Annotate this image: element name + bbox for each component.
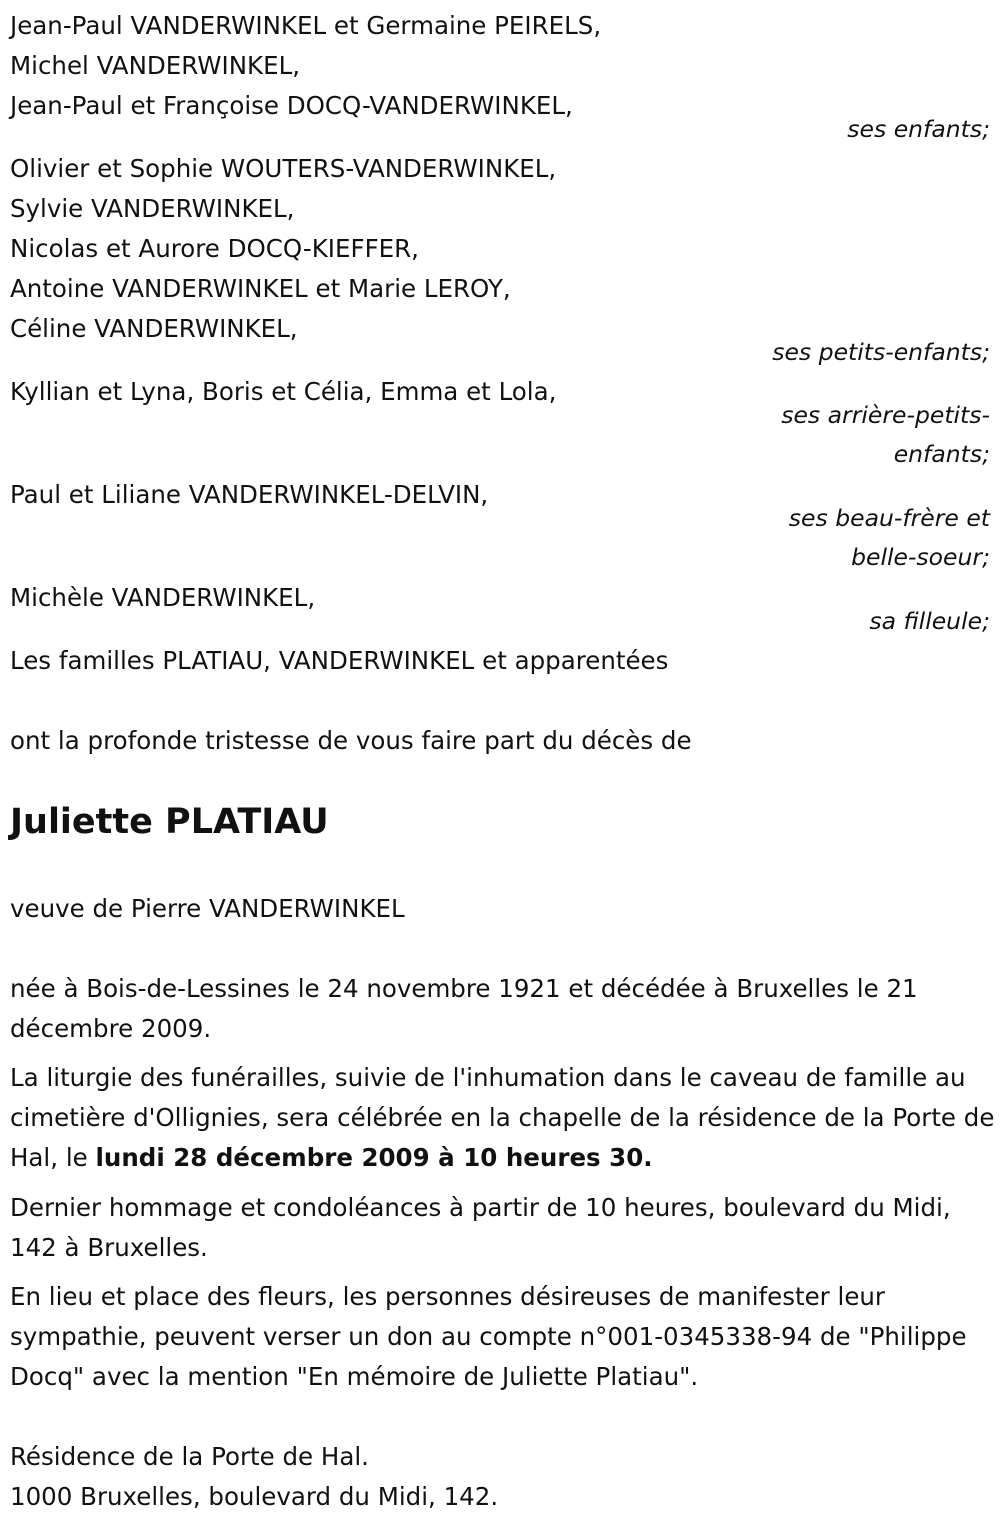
address-line-2: 1000 Bruxelles, boulevard du Midi, 142. xyxy=(10,1482,499,1511)
child-entry: Jean-Paul et Françoise DOCQ-VANDERWINKEL, xyxy=(10,91,573,120)
deceased-name: Juliette PLATIAU xyxy=(10,802,329,842)
great-grandchildren-role-line-1: ses arrière-petits- xyxy=(781,401,990,429)
children-role: ses enfants; xyxy=(847,115,990,143)
address-line-1: Résidence de la Porte de Hal. xyxy=(10,1442,369,1471)
flowers-paragraph: En lieu et place des fleurs, les personnes désireuses de manifester leur sympathie, peuvent verser un don au compte n°001-0345338-94 de "Philippe Docq" avec la mention "En mémoire de Juliette Platiau". xyxy=(10,1282,967,1391)
grandchildren-role: ses petits-enfants; xyxy=(772,338,990,366)
great-grandchildren-entry: Kyllian et Lyna, Boris et Célia, Emma et Lola, xyxy=(10,377,557,406)
birth-death-paragraph: née à Bois-de-Lessines le 24 novembre 1921 et décédée à Bruxelles le 21 décembre 2009. xyxy=(10,974,918,1043)
in-laws-role-line-2: belle-soeur; xyxy=(851,543,990,571)
goddaughter-entry: Michèle VANDERWINKEL, xyxy=(10,583,316,612)
liturgy-paragraph xyxy=(10,1058,995,1178)
grandchild-entry: Antoine VANDERWINKEL et Marie LEROY, xyxy=(10,274,511,303)
great-grandchildren-role-line-2: enfants; xyxy=(893,440,990,468)
liturgy-date: lundi 28 décembre 2009 à 10 heures 30. xyxy=(95,1143,653,1172)
homage-paragraph: Dernier hommage et condoléances à partir de 10 heures, boulevard du Midi, 142 à Bruxelles. xyxy=(10,1193,951,1262)
announcement-text: ont la profonde tristesse de vous faire part du décès de xyxy=(10,726,692,755)
widow-of-text: veuve de Pierre VANDERWINKEL xyxy=(10,894,405,923)
in-laws-entry: Paul et Liliane VANDERWINKEL-DELVIN, xyxy=(10,480,489,509)
grandchild-entry: Céline VANDERWINKEL, xyxy=(10,314,298,343)
in-laws-role-line-1: ses beau-frère et xyxy=(788,504,990,532)
grandchild-entry: Olivier et Sophie WOUTERS-VANDERWINKEL, xyxy=(10,154,557,183)
liturgy-text: La liturgie des funérailles, suivie de l'inhumation dans le caveau de famille au cimetière d'Ollignies, sera célébrée en la chapelle de la résidence de la Porte de Hal, le xyxy=(10,1063,995,1172)
families-entry: Les familles PLATIAU, VANDERWINKEL et apparentées xyxy=(10,646,669,675)
grandchild-entry: Nicolas et Aurore DOCQ-KIEFFER, xyxy=(10,234,419,263)
child-entry: Jean-Paul VANDERWINKEL et Germaine PEIRELS, xyxy=(10,11,602,40)
grandchild-entry: Sylvie VANDERWINKEL, xyxy=(10,194,295,223)
child-entry: Michel VANDERWINKEL, xyxy=(10,51,301,80)
goddaughter-role: sa filleule; xyxy=(869,607,990,635)
